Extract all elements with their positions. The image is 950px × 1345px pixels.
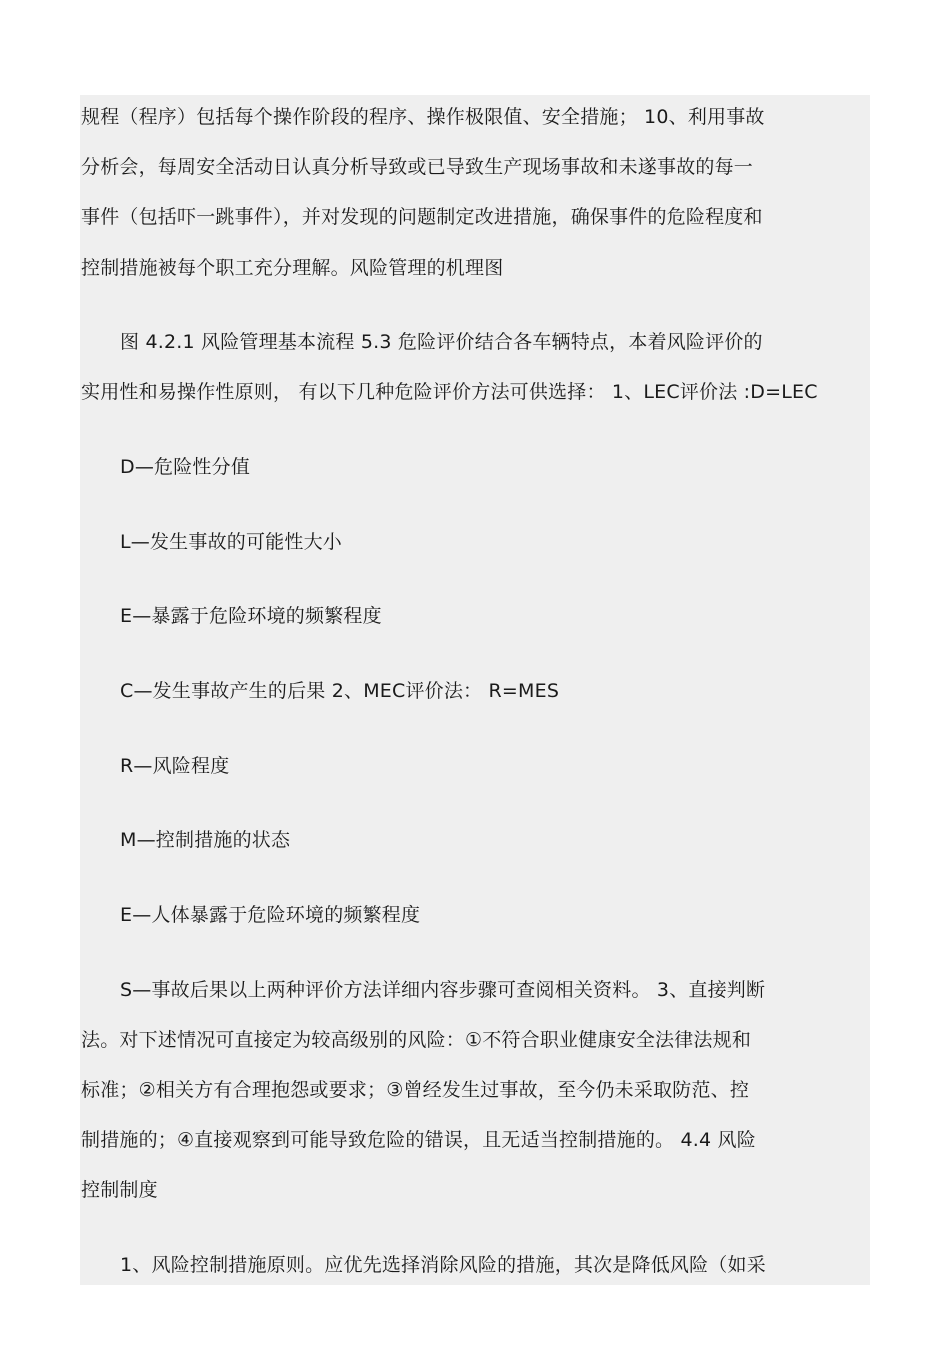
paragraph-line: 分析会，每周安全活动日认真分析导致或已导致生产现场事故和未遂事故的每一 xyxy=(81,156,754,178)
definition-line: E—人体暴露于危险环境的频繁程度 xyxy=(120,904,421,926)
paragraph-line: 实用性和易操作性原则， 有以下几种危险评价方法可供选择： 1、LEC评价法 :D=LEC xyxy=(81,381,818,403)
definition-line: M—控制措施的状态 xyxy=(120,829,291,851)
definition-line: L—发生事故的可能性大小 xyxy=(120,531,342,553)
paragraph-line: 制措施的；④直接观察到可能导致危险的错误，且无适当控制措施的。 4.4 风险 xyxy=(81,1129,756,1151)
definition-line: E—暴露于危险环境的频繁程度 xyxy=(120,605,382,627)
figure-caption-line: 图 4.2.1 风险管理基本流程 5.3 危险评价结合各车辆特点，本着风险评价的 xyxy=(120,331,763,353)
paragraph-line: 事件（包括吓一跳事件），并对发现的问题制定改进措施，确保事件的危险程度和 xyxy=(81,206,763,228)
paragraph-line: 1、风险控制措施原则。应优先选择消除风险的措施，其次是降低风险（如采 xyxy=(120,1254,766,1276)
definition-line: D—危险性分值 xyxy=(120,456,251,478)
definition-line: R—风险程度 xyxy=(120,755,230,777)
paragraph-line: 控制措施被每个职工充分理解。风险管理的机理图 xyxy=(81,257,504,279)
paragraph-line: 标准；②相关方有合理抱怨或要求；③曾经发生过事故，至今仍未采取防范、控 xyxy=(81,1079,750,1101)
paragraph-line: 控制制度 xyxy=(81,1179,158,1201)
paragraph-line: 法。对下述情况可直接定为较高级别的风险：①不符合职业健康安全法律法规和 xyxy=(81,1029,752,1051)
paragraph-line: 规程（程序）包括每个操作阶段的程序、操作极限值、安全措施； 10、利用事故 xyxy=(81,106,765,128)
paragraph-line: S—事故后果以上两种评价方法详细内容步骤可查阅相关资料。 3、直接判断 xyxy=(120,979,766,1001)
definition-line: C—发生事故产生的后果 2、MEC评价法： R=MES xyxy=(120,680,560,702)
